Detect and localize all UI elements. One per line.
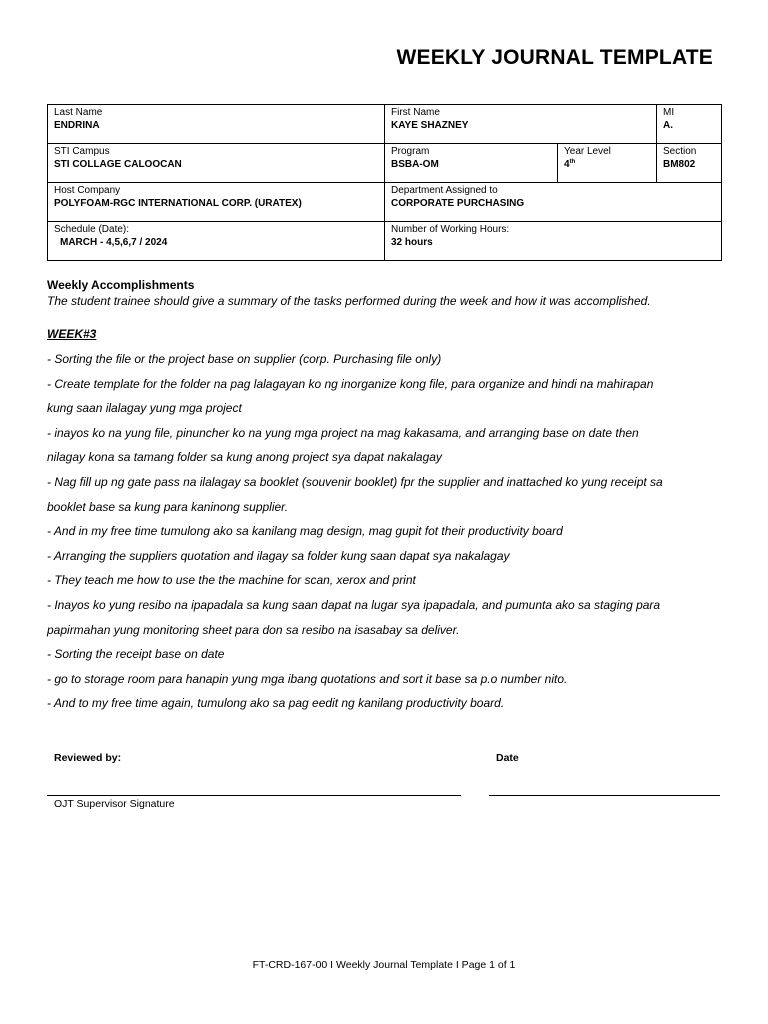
host-company-cell [48,183,385,222]
accomplishment-line: - Inayos ko yung resibo na ipapadala sa kung saan dapat na lugar sya ipapadala, and pumunta ako sa staging para [47,597,661,612]
date-line [489,795,720,796]
schedule-label: Schedule (Date): [54,224,130,235]
campus-cell [48,144,385,183]
accomplishment-line: - Sorting the receipt base on date [47,647,225,662]
accomplishment-list [47,347,727,716]
accomplishment-line: - Create template for the folder na pag lalagayan ko ng inorganize kong file, para organize and hindi na mahirapan [47,376,654,391]
working-hours-value: 32 hours [391,237,433,248]
mi-label: MI [663,107,675,118]
department-cell [385,183,722,222]
first-name-cell [385,105,657,144]
first-name-label: First Name [391,107,440,118]
accomplishment-line: - And to my free time again, tumulong ako sa pag eedit ng kanilang productivity board. [47,696,505,711]
reviewed-by-label: Reviewed by: [54,752,122,764]
name-row [48,105,722,144]
accomplishment-line: nilagay kona sa tamang folder sa kung anong project sya dapat nakalagay [47,450,442,465]
accomplishment-line: kung saan ilalagay yung mga project [47,401,242,416]
accomplishment-line: - Nag fill up ng gate pass na ilalagay sa booklet (souvenir booklet) fpr the supplier and inattached ko yung receipt sa [47,474,663,489]
schedule-value: MARCH - 4,5,6,7 / 2024 [60,237,168,248]
department-value: CORPORATE PURCHASING [391,198,525,209]
year-level-label: Year Level [564,146,611,157]
working-hours-label: Number of Working Hours: [391,224,510,235]
program-label: Program [391,146,430,157]
year-level-number: 4 [564,159,570,170]
last-name-cell [48,105,385,144]
mi-value: A. [663,120,673,131]
trainee-info-table [47,104,722,261]
host-company-value: POLYFOAM-RGC INTERNATIONAL CORP. (URATEX) [54,198,302,209]
week-label: WEEK#3 [47,327,97,341]
program-value: BSBA-OM [391,159,439,170]
supervisor-signature-caption: OJT Supervisor Signature [54,798,175,810]
accomplishment-line: booklet base sa kung para kaninong supplier. [47,499,289,514]
accomplishment-line: - Sorting the file or the project base on supplier (corp. Purchasing file only) [47,352,442,366]
campus-row [48,144,722,183]
last-name-value: ENDRINA [54,120,100,131]
working-hours-cell [385,222,722,261]
section-value: BM802 [663,159,696,170]
year-level-cell [558,144,657,183]
host-company-label: Host Company [54,185,121,196]
document-title: WEEKLY JOURNAL TEMPLATE [396,46,713,69]
campus-label: STI Campus [54,146,110,157]
accomplishment-line: - inayos ko na yung file, pinuncher ko na yung mga project na mag kakasama, and arranging base on date then [47,425,639,440]
schedule-cell [48,222,385,261]
accomplishment-line: - And in my free time tumulong ako sa kanilang mag design, mag gupit fot their productivity board [47,524,563,539]
last-name-label: Last Name [54,107,103,118]
accomplishment-line: - Arranging the suppliers quotation and ilagay sa folder kung saan dapat sya nakalagay [47,548,510,563]
weekly-accomplishments-heading: Weekly Accomplishments [47,278,195,292]
program-cell [385,144,558,183]
accomplishment-line: - go to storage room para hanapin yung mga ibang quotations and sort it base sa p.o number nito. [47,671,568,686]
accomplishment-line: - They teach me how to use the the machine for scan, xerox and print [47,573,416,588]
weekly-accomplishments-description: The student trainee should give a summary of the tasks performed during the week and how it was accomplished. [47,294,651,308]
section-label: Section [663,146,697,157]
year-level-value [564,158,650,172]
signature-line [47,795,461,796]
first-name-value: KAYE SHAZNEY [391,120,469,131]
mi-cell [657,105,722,144]
page-footer: FT-CRD-167-00 I Weekly Journal Template I Page 1 of 1 [252,959,516,971]
schedule-row [48,222,722,261]
department-label: Department Assigned to [391,185,498,196]
section-cell [657,144,722,183]
date-label: Date [496,752,519,764]
company-row [48,183,722,222]
accomplishment-line: papirmahan yung monitoring sheet para don sa resibo na isasabay sa deliver. [47,622,460,637]
campus-value: STI COLLAGE CALOOCAN [54,159,182,170]
year-level-suffix: th [569,159,576,165]
